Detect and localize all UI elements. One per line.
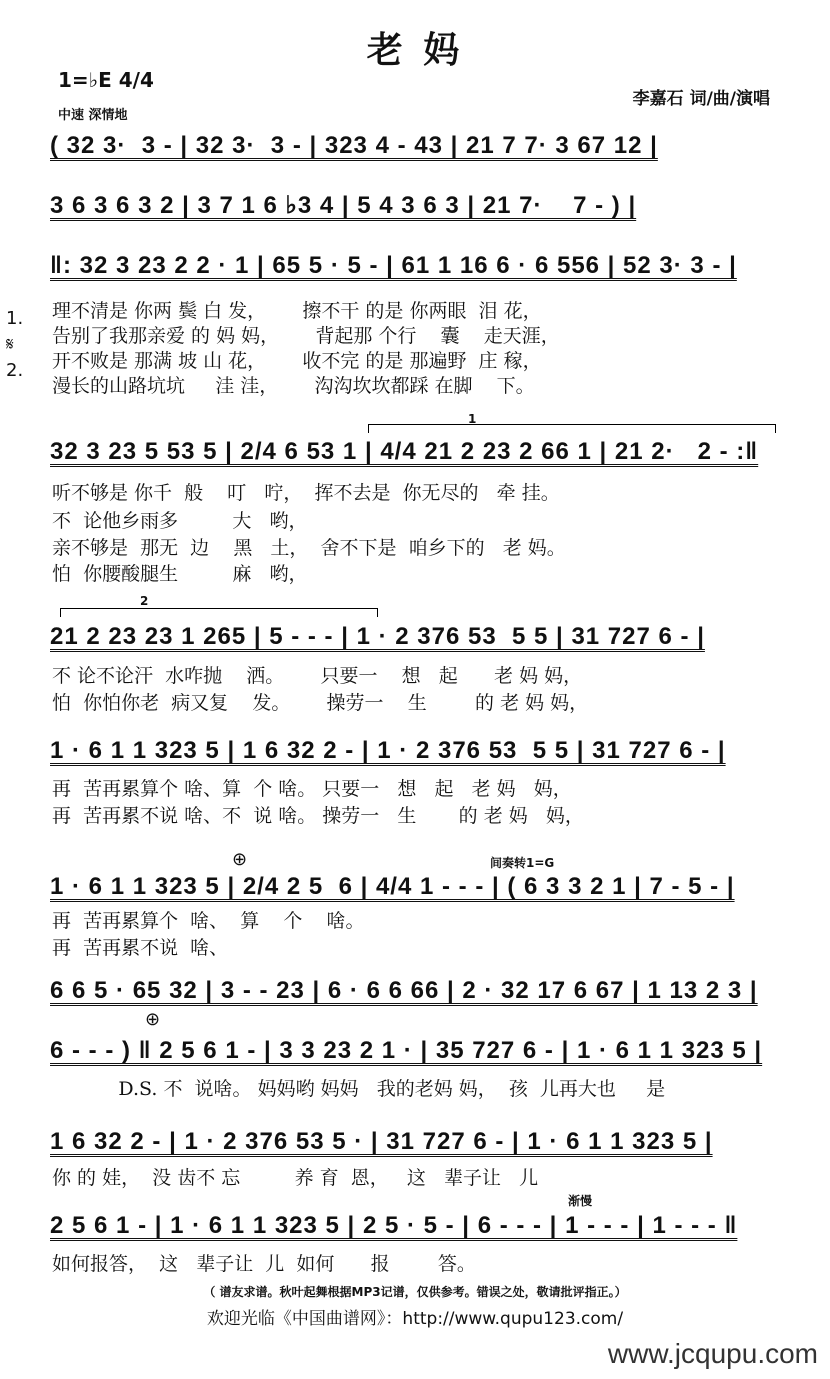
verse-mark-2: 2. [6, 360, 24, 381]
lyric-line: 再 苦再累不说 啥、不 说 啥。 操劳一 生 的 老 妈 妈， [52, 805, 584, 827]
segno-icon: 𝄋 [6, 334, 14, 355]
song-title: 老 妈 [366, 30, 464, 71]
lyric-line: 亲不够是 那无 边 黑 土， 舍不下是 咱乡下的 老 妈。 [52, 537, 566, 559]
lyric-line: D.S. 不 说啥。 妈妈哟 妈妈 我的老妈 妈， 孩 儿再大也 是 [52, 1078, 666, 1100]
lyric-line: 怕 你腰酸腿生 麻 哟， [52, 563, 308, 585]
welcome-link[interactable]: 欢迎光临《中国曲谱网》：http://www.qupu123.com/ [206, 1309, 624, 1329]
notation-line: 1 6 32 2 - | 1 · 2 376 53 5 · | 31 727 6 - | 1 · 6 1 1 323 5 | [50, 1128, 713, 1155]
coda-icon: ⊕ [145, 1009, 161, 1030]
notation-line: 32 3 23 5 53 5 | 2/4 6 53 1 | 4/4 21 2 23 2 66 1 | 21 2· 2 - :‖ [50, 438, 759, 465]
ending-bracket-1 [368, 424, 776, 433]
notation-line: 1 · 6 1 1 323 5 | 1 6 32 2 - | 1 · 2 376 53 5 5 | 31 727 6 - | [50, 737, 726, 764]
notation-line: 3 6 3 6 3 2 | 3 7 1 6 ♭3 4 | 5 4 3 6 3 | 21 7· 7 - ) | [50, 192, 637, 219]
coda-icon: ⊕ [232, 849, 248, 870]
ritardando-text: 渐慢 [568, 1194, 593, 1208]
notation-line: 21 2 23 23 1 265 | 5 - - - | 1 · 2 376 53 5 5 | 31 727 6 - | [50, 623, 705, 650]
notation-line: 6 6 5 · 65 32 | 3 - - 23 | 6 · 6 6 66 | 2 · 32 17 6 67 | 1 13 2 3 | [50, 977, 758, 1004]
lyric-line: 理不清是 你两 鬓 白 发， 擦不干 的是 你两眼 泪 花， [52, 300, 542, 322]
ending-2-label: 2 [140, 594, 149, 608]
notation-line: 6 - - - ) ‖ 2 5 6 1 - | 3 3 23 2 1 · | 35 727 6 - | 1 · 6 1 1 323 5 | [50, 1037, 763, 1064]
lyric-line: 再 苦再累算个 啥、 算 个 啥。 [52, 910, 365, 932]
lyric-line: 告别了我那亲爱 的 妈 妈， 背起那 个行 囊 走天涯， [52, 325, 560, 347]
lyric-line: 不 论不论汗 水咋抛 洒。 只要一 想 起 老 妈 妈， [52, 665, 583, 687]
lyric-line: 再 苦再累算个 啥、算 个 啥。 只要一 想 起 老 妈 妈， [52, 778, 572, 800]
lyric-line: 听不够是 你千 般 叮 咛， 挥不去是 你无尽的 牵 挂。 [52, 482, 560, 504]
lyric-line: 开不败是 那满 坡 山 花， 收不完 的是 那遍野 庄 稼， [52, 350, 542, 372]
ending-bracket-2 [60, 608, 378, 617]
author-credit: 李嘉石 词/曲/演唱 [632, 89, 770, 109]
modulation-text: 间奏转1=G [490, 856, 555, 870]
lyric-line: 再 苦再累不说 啥、 [52, 937, 229, 959]
lyric-line: 你 的 娃， 没 齿不 忘 养 育 恩， 这 辈子让 儿 [52, 1167, 539, 1189]
ending-1-label: 1 [468, 412, 477, 426]
key-signature: 1=♭E 4/4 [58, 68, 154, 92]
notation-line: ‖: 32 3 23 2 2 · 1 | 65 5 · 5 - | 61 1 16 6 · 6 556 | 52 3· 3 - | [50, 252, 737, 279]
watermark: www.jcqupu.com [607, 1338, 818, 1369]
notation-line: 1 · 6 1 1 323 5 | 2/4 2 5 6 | 4/4 1 - - - | ( 6 3 3 2 1 | 7 - 5 - | [50, 873, 735, 900]
notation-line: ( 32 3· 3 - | 32 3· 3 - | 323 4 - 43 | 21 7 7· 3 67 12 | [50, 132, 658, 159]
lyric-line: 不 论他乡雨多 大 哟， [52, 510, 308, 532]
notation-line: 2 5 6 1 - | 1 · 6 1 1 323 5 | 2 5 · 5 - | 6 - - - | 1 - - - | 1 - - - ‖ [50, 1212, 738, 1239]
lyric-line: 如何报答， 这 辈子让 儿 如何 报 答。 [52, 1253, 476, 1275]
footnote: （ 谱友求谱。秋叶起舞根据MP3记谱，仅供参考。错误之处，敬请批评指正。） [203, 1285, 627, 1299]
verse-mark-1: 1. [6, 308, 24, 329]
tempo-marking: 中速 深情地 [58, 108, 128, 123]
lyric-line: 怕 你怕你老 病又复 发。 操劳一 生 的 老 妈 妈， [52, 692, 589, 714]
lyric-line: 漫长的山路坑坑 洼 洼， 沟沟坎坎都踩 在脚 下。 [52, 375, 535, 397]
